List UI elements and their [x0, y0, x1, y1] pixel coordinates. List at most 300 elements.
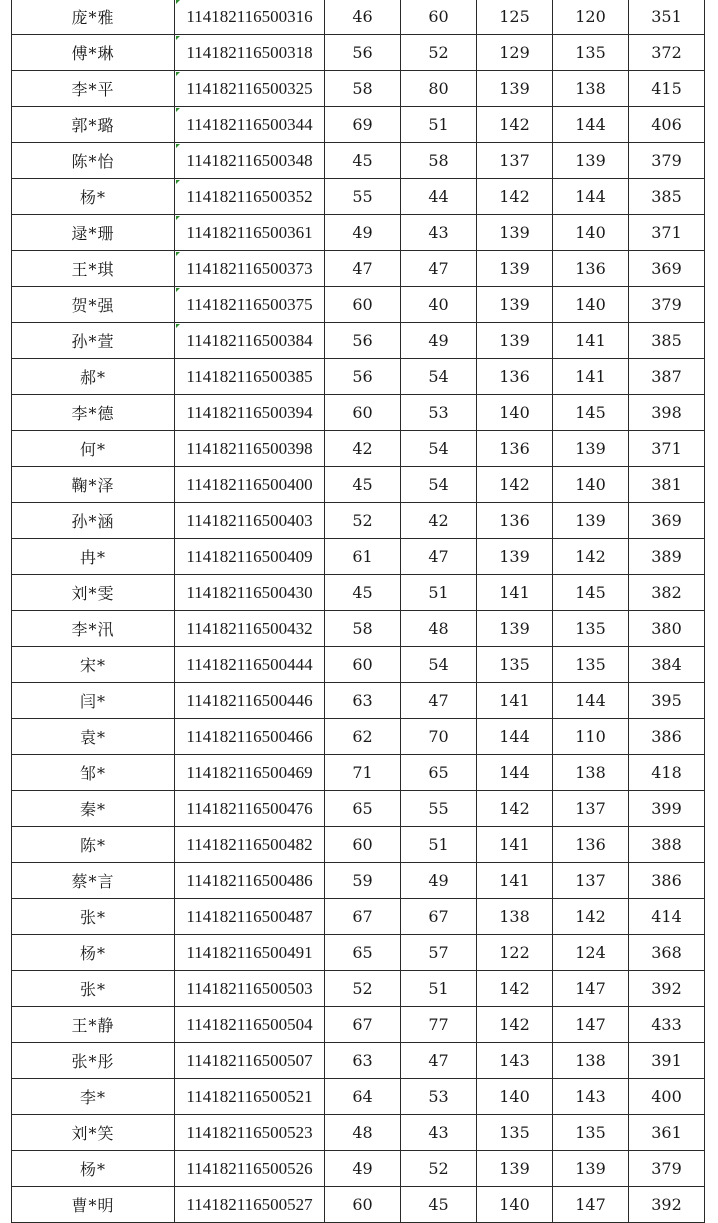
exam-id-cell — [175, 1151, 325, 1187]
score-4-cell-text: 135 — [575, 43, 606, 62]
score-3-cell-text: 142 — [499, 475, 530, 494]
score-2-cell-text: 67 — [428, 907, 449, 926]
score-3-cell-text: 136 — [499, 511, 530, 530]
exam-id-cell-text: 114182116500373 — [186, 258, 313, 278]
score-3-cell-text: 140 — [499, 1195, 530, 1214]
exam-id-cell — [175, 467, 325, 503]
table-row — [12, 647, 705, 683]
exam-id-cell-text: 114182116500409 — [186, 546, 313, 566]
score-4-cell — [553, 1151, 629, 1187]
cell-marker-icon — [176, 252, 180, 256]
score-2-cell-text: 80 — [428, 79, 449, 98]
score-3-cell-text: 144 — [499, 727, 530, 746]
exam-id-cell-text: 114182116500352 — [186, 186, 313, 206]
cell-marker-icon — [176, 324, 180, 328]
score-2-cell-text: 43 — [428, 1123, 449, 1142]
name-cell-text: 孙*萱 — [71, 332, 115, 351]
score-3-cell — [477, 179, 553, 215]
score-3-cell — [477, 395, 553, 431]
score-3-cell-text: 141 — [499, 691, 530, 710]
score-4-cell — [553, 503, 629, 539]
score-3-cell-text: 139 — [499, 619, 530, 638]
score-4-cell-text: 124 — [575, 943, 606, 962]
name-cell-text: 郭*璐 — [71, 116, 115, 135]
score-3-cell-text: 139 — [499, 259, 530, 278]
exam-id-cell-text: 114182116500469 — [186, 762, 313, 782]
score-3-cell — [477, 1187, 553, 1223]
score-4-cell — [553, 215, 629, 251]
score-4-cell-text: 141 — [575, 367, 606, 386]
score-1-cell — [325, 1079, 401, 1115]
score-2-cell-text: 55 — [428, 799, 449, 818]
score-4-cell-text: 138 — [575, 763, 606, 782]
score-1-cell-text: 59 — [352, 871, 373, 890]
total-score-cell — [629, 827, 705, 863]
score-2-cell-text: 51 — [428, 979, 449, 998]
name-cell-text: 王*琪 — [71, 260, 115, 279]
score-2-cell-text: 54 — [428, 439, 449, 458]
exam-id-cell — [175, 107, 325, 143]
total-score-cell — [629, 467, 705, 503]
score-1-cell-text: 52 — [352, 979, 373, 998]
name-cell-text: 陈* — [79, 836, 106, 855]
score-2-cell — [401, 215, 477, 251]
score-2-cell-text: 49 — [428, 331, 449, 350]
score-3-cell — [477, 935, 553, 971]
score-4-cell-text: 142 — [575, 547, 606, 566]
score-3-cell — [477, 683, 553, 719]
total-score-cell — [629, 899, 705, 935]
exam-id-cell — [175, 647, 325, 683]
score-3-cell-text: 139 — [499, 79, 530, 98]
total-score-cell — [629, 1079, 705, 1115]
score-2-cell — [401, 359, 477, 395]
score-2-cell — [401, 179, 477, 215]
score-2-cell — [401, 827, 477, 863]
table-row — [12, 0, 705, 35]
score-2-cell — [401, 503, 477, 539]
exam-id-cell-text: 114182116500503 — [186, 978, 313, 998]
score-1-cell-text: 58 — [352, 79, 373, 98]
total-score-cell-text: 414 — [651, 907, 682, 926]
exam-id-cell — [175, 971, 325, 1007]
score-2-cell — [401, 1151, 477, 1187]
total-score-cell-text: 369 — [651, 259, 682, 278]
total-score-cell — [629, 71, 705, 107]
exam-id-cell-text: 114182116500523 — [186, 1122, 313, 1142]
exam-id-cell — [175, 323, 325, 359]
score-2-cell — [401, 71, 477, 107]
score-2-cell — [401, 1187, 477, 1223]
score-2-cell — [401, 899, 477, 935]
score-2-cell-text: 51 — [428, 583, 449, 602]
table-row — [12, 935, 705, 971]
score-2-cell — [401, 755, 477, 791]
total-score-cell — [629, 287, 705, 323]
score-1-cell-text: 65 — [352, 799, 373, 818]
total-score-cell-text: 388 — [651, 835, 682, 854]
score-table — [11, 0, 705, 1223]
score-2-cell-text: 44 — [428, 187, 449, 206]
total-score-cell — [629, 1187, 705, 1223]
exam-id-cell — [175, 899, 325, 935]
score-2-cell — [401, 683, 477, 719]
exam-id-cell — [175, 827, 325, 863]
score-4-cell-text: 135 — [575, 655, 606, 674]
name-cell-text: 孙*涵 — [71, 512, 115, 531]
score-4-cell — [553, 647, 629, 683]
name-cell-text: 张* — [79, 908, 106, 927]
score-2-cell-text: 54 — [428, 367, 449, 386]
total-score-cell-text: 385 — [651, 187, 682, 206]
score-3-cell-text: 141 — [499, 583, 530, 602]
score-4-cell — [553, 755, 629, 791]
name-cell-text: 李*平 — [71, 80, 115, 99]
score-4-cell — [553, 1115, 629, 1151]
score-3-cell-text: 140 — [499, 1087, 530, 1106]
name-cell — [12, 863, 175, 899]
exam-id-cell-text: 114182116500476 — [186, 798, 313, 818]
score-4-cell-text: 144 — [575, 691, 606, 710]
score-1-cell — [325, 575, 401, 611]
table-row — [12, 431, 705, 467]
score-2-cell-text: 51 — [428, 115, 449, 134]
score-1-cell-text: 45 — [352, 583, 373, 602]
name-cell-text: 李*德 — [71, 404, 115, 423]
total-score-cell — [629, 575, 705, 611]
total-score-cell-text: 372 — [651, 43, 682, 62]
total-score-cell-text: 400 — [651, 1087, 682, 1106]
name-cell-text: 鞠*泽 — [71, 476, 115, 495]
exam-id-cell — [175, 431, 325, 467]
table-row — [12, 179, 705, 215]
score-4-cell — [553, 611, 629, 647]
score-2-cell — [401, 1043, 477, 1079]
name-cell-text: 张* — [79, 980, 106, 999]
exam-id-cell — [175, 683, 325, 719]
total-score-cell-text: 392 — [651, 979, 682, 998]
exam-id-cell-text: 114182116500325 — [186, 78, 313, 98]
exam-id-cell-text: 114182116500482 — [186, 834, 313, 854]
score-4-cell-text: 138 — [575, 1051, 606, 1070]
score-1-cell — [325, 971, 401, 1007]
score-4-cell — [553, 539, 629, 575]
table-row — [12, 971, 705, 1007]
score-1-cell — [325, 323, 401, 359]
score-1-cell — [325, 251, 401, 287]
total-score-cell-text: 361 — [651, 1123, 682, 1142]
name-cell — [12, 323, 175, 359]
score-2-cell-text: 65 — [428, 763, 449, 782]
cell-marker-icon — [176, 216, 180, 220]
score-3-cell — [477, 287, 553, 323]
table-row — [12, 611, 705, 647]
score-3-cell-text: 135 — [499, 655, 530, 674]
name-cell-text: 刘*雯 — [71, 584, 115, 603]
name-cell-text: 杨* — [79, 188, 106, 207]
score-1-cell — [325, 35, 401, 71]
score-1-cell — [325, 1043, 401, 1079]
name-cell-text: 冉* — [79, 548, 106, 567]
name-cell — [12, 683, 175, 719]
score-1-cell-text: 52 — [352, 511, 373, 530]
score-4-cell-text: 147 — [575, 1195, 606, 1214]
score-3-cell-text: 137 — [499, 151, 530, 170]
total-score-cell — [629, 755, 705, 791]
score-1-cell — [325, 287, 401, 323]
name-cell-text: 曹*明 — [71, 1196, 115, 1215]
table-row — [12, 1043, 705, 1079]
total-score-cell — [629, 971, 705, 1007]
score-1-cell — [325, 0, 401, 35]
total-score-cell — [629, 215, 705, 251]
name-cell — [12, 1043, 175, 1079]
score-3-cell — [477, 719, 553, 755]
name-cell — [12, 1187, 175, 1223]
score-3-cell-text: 125 — [499, 7, 530, 26]
total-score-cell — [629, 431, 705, 467]
score-2-cell-text: 48 — [428, 619, 449, 638]
total-score-cell-text: 379 — [651, 295, 682, 314]
table-row — [12, 827, 705, 863]
score-2-cell-text: 42 — [428, 511, 449, 530]
total-score-cell-text: 386 — [651, 871, 682, 890]
name-cell-text: 秦* — [79, 800, 106, 819]
total-score-cell — [629, 863, 705, 899]
total-score-cell — [629, 647, 705, 683]
name-cell-text: 张*彤 — [71, 1052, 115, 1071]
score-4-cell — [553, 251, 629, 287]
score-2-cell — [401, 1007, 477, 1043]
score-1-cell-text: 48 — [352, 1123, 373, 1142]
score-4-cell-text: 147 — [575, 1015, 606, 1034]
name-cell — [12, 179, 175, 215]
exam-id-cell — [175, 611, 325, 647]
total-score-cell-text: 368 — [651, 943, 682, 962]
name-cell-text: 逯*珊 — [71, 224, 115, 243]
table-row — [12, 1151, 705, 1187]
score-4-cell-text: 139 — [575, 439, 606, 458]
score-4-cell-text: 139 — [575, 511, 606, 530]
score-4-cell-text: 139 — [575, 1159, 606, 1178]
score-3-cell-text: 141 — [499, 871, 530, 890]
score-4-cell — [553, 71, 629, 107]
score-1-cell-text: 60 — [352, 835, 373, 854]
score-1-cell-text: 56 — [352, 331, 373, 350]
score-1-cell-text: 65 — [352, 943, 373, 962]
score-4-cell — [553, 0, 629, 35]
score-1-cell-text: 46 — [352, 7, 373, 26]
score-1-cell-text: 69 — [352, 115, 373, 134]
total-score-cell-text: 391 — [651, 1051, 682, 1070]
score-4-cell — [553, 1079, 629, 1115]
score-1-cell — [325, 503, 401, 539]
score-1-cell-text: 60 — [352, 295, 373, 314]
total-score-cell-text: 382 — [651, 583, 682, 602]
score-4-cell-text: 136 — [575, 835, 606, 854]
score-4-cell — [553, 1043, 629, 1079]
exam-id-cell-text: 114182116500361 — [186, 222, 313, 242]
total-score-cell — [629, 107, 705, 143]
score-2-cell — [401, 935, 477, 971]
name-cell-text: 宋* — [79, 656, 106, 675]
cell-marker-icon — [176, 144, 180, 148]
score-1-cell-text: 63 — [352, 691, 373, 710]
name-cell — [12, 827, 175, 863]
exam-id-cell — [175, 215, 325, 251]
score-1-cell — [325, 395, 401, 431]
score-3-cell — [477, 863, 553, 899]
name-cell-text: 陈*怡 — [71, 152, 115, 171]
score-3-cell — [477, 1115, 553, 1151]
score-1-cell — [325, 179, 401, 215]
score-4-cell — [553, 827, 629, 863]
score-1-cell — [325, 431, 401, 467]
total-score-cell — [629, 251, 705, 287]
table-row — [12, 863, 705, 899]
score-2-cell-text: 53 — [428, 403, 449, 422]
exam-id-cell — [175, 0, 325, 35]
score-1-cell-text: 55 — [352, 187, 373, 206]
total-score-cell-text: 380 — [651, 619, 682, 638]
score-4-cell-text: 120 — [575, 7, 606, 26]
exam-id-cell-text: 114182116500385 — [186, 366, 313, 386]
score-3-cell-text: 142 — [499, 1015, 530, 1034]
score-3-cell — [477, 251, 553, 287]
name-cell-text: 邹* — [79, 764, 106, 783]
name-cell — [12, 755, 175, 791]
name-cell-text: 何* — [79, 440, 106, 459]
score-2-cell-text: 47 — [428, 691, 449, 710]
name-cell — [12, 395, 175, 431]
name-cell — [12, 971, 175, 1007]
score-4-cell-text: 135 — [575, 1123, 606, 1142]
score-3-cell-text: 142 — [499, 799, 530, 818]
exam-id-cell — [175, 1007, 325, 1043]
score-2-cell — [401, 539, 477, 575]
score-4-cell — [553, 107, 629, 143]
total-score-cell-text: 384 — [651, 655, 682, 674]
score-4-cell-text: 136 — [575, 259, 606, 278]
total-score-cell-text: 389 — [651, 547, 682, 566]
name-cell — [12, 1007, 175, 1043]
name-cell-text: 闫* — [79, 692, 106, 711]
exam-id-cell — [175, 1043, 325, 1079]
score-3-cell — [477, 1079, 553, 1115]
exam-id-cell-text: 114182116500446 — [186, 690, 313, 710]
exam-id-cell-text: 114182116500507 — [186, 1050, 313, 1070]
total-score-cell — [629, 539, 705, 575]
name-cell — [12, 0, 175, 35]
table-row — [12, 1007, 705, 1043]
table-row — [12, 575, 705, 611]
name-cell — [12, 539, 175, 575]
score-3-cell — [477, 575, 553, 611]
name-cell — [12, 35, 175, 71]
score-3-cell-text: 141 — [499, 835, 530, 854]
score-3-cell — [477, 143, 553, 179]
name-cell — [12, 1079, 175, 1115]
score-2-cell-text: 49 — [428, 871, 449, 890]
score-3-cell-text: 139 — [499, 331, 530, 350]
exam-id-cell-text: 114182116500394 — [186, 402, 313, 422]
total-score-cell — [629, 359, 705, 395]
total-score-cell-text: 406 — [651, 115, 682, 134]
score-2-cell-text: 77 — [428, 1015, 449, 1034]
total-score-cell — [629, 0, 705, 35]
name-cell — [12, 1115, 175, 1151]
score-4-cell — [553, 431, 629, 467]
score-1-cell-text: 67 — [352, 907, 373, 926]
exam-id-cell — [175, 791, 325, 827]
exam-id-cell-text: 114182116500526 — [186, 1158, 313, 1178]
score-2-cell-text: 60 — [428, 7, 449, 26]
exam-id-cell — [175, 755, 325, 791]
score-3-cell — [477, 71, 553, 107]
table-row — [12, 323, 705, 359]
name-cell-text: 杨* — [79, 1160, 106, 1179]
table-row — [12, 791, 705, 827]
score-1-cell — [325, 71, 401, 107]
name-cell-text: 王*静 — [71, 1016, 115, 1035]
score-1-cell — [325, 719, 401, 755]
score-3-cell-text: 142 — [499, 187, 530, 206]
table-row — [12, 1079, 705, 1115]
score-4-cell — [553, 1187, 629, 1223]
name-cell-text: 蔡*言 — [71, 872, 115, 891]
score-3-cell-text: 136 — [499, 367, 530, 386]
exam-id-cell — [175, 71, 325, 107]
name-cell-text: 傅*琳 — [71, 44, 115, 63]
score-2-cell-text: 47 — [428, 1051, 449, 1070]
score-2-cell — [401, 863, 477, 899]
score-1-cell-text: 60 — [352, 655, 373, 674]
exam-id-cell-text: 114182116500487 — [186, 906, 313, 926]
name-cell — [12, 575, 175, 611]
score-3-cell-text: 129 — [499, 43, 530, 62]
table-row — [12, 503, 705, 539]
score-3-cell — [477, 647, 553, 683]
name-cell — [12, 899, 175, 935]
total-score-cell-text: 387 — [651, 367, 682, 386]
score-1-cell — [325, 791, 401, 827]
score-2-cell-text: 54 — [428, 655, 449, 674]
table-row — [12, 899, 705, 935]
table-row — [12, 395, 705, 431]
name-cell — [12, 215, 175, 251]
table-row — [12, 71, 705, 107]
score-1-cell — [325, 827, 401, 863]
score-1-cell — [325, 683, 401, 719]
score-1-cell-text: 42 — [352, 439, 373, 458]
score-4-cell — [553, 323, 629, 359]
cell-marker-icon — [176, 0, 180, 4]
name-cell — [12, 251, 175, 287]
score-1-cell — [325, 1187, 401, 1223]
total-score-cell — [629, 1115, 705, 1151]
score-1-cell — [325, 899, 401, 935]
score-2-cell-text: 47 — [428, 259, 449, 278]
score-1-cell — [325, 1115, 401, 1151]
score-4-cell-text: 147 — [575, 979, 606, 998]
total-score-cell-text: 385 — [651, 331, 682, 350]
score-2-cell — [401, 647, 477, 683]
total-score-cell-text: 369 — [651, 511, 682, 530]
score-2-cell-text: 40 — [428, 295, 449, 314]
name-cell — [12, 503, 175, 539]
total-score-cell — [629, 683, 705, 719]
score-2-cell — [401, 431, 477, 467]
